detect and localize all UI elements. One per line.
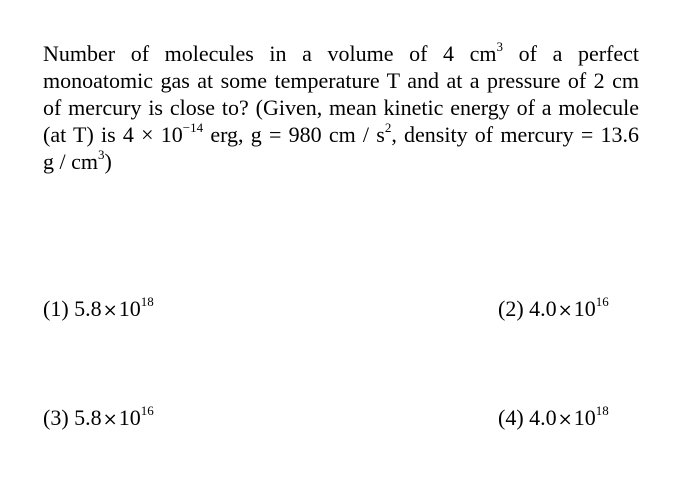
option-4[interactable] [498,404,609,433]
option-3-base: 10 [118,405,141,430]
question-line-5-text-end: ) [104,149,112,174]
times-sign: × [557,300,573,321]
question-line-4-text-end: , density of mercury = 13.6 [391,122,639,147]
option-1-base: 10 [118,296,141,321]
question-line-4 [43,121,639,148]
option-4-label: (4) 4.0 [498,405,557,430]
option-3-label: (3) 5.8 [43,405,102,430]
times-sign: × [557,409,573,430]
question-line-1 [43,40,639,67]
question-text [43,40,639,175]
superscript: 3 [98,146,105,162]
question-line-3: of mercury is close to? (Given, mean kinetic energy of a molecule [43,95,639,120]
option-2-label: (2) 4.0 [498,296,557,321]
option-1[interactable] [43,295,154,324]
question-line-4-text-mid: erg, g = 980 cm / s [203,122,385,147]
option-3-exponent: 16 [140,402,154,418]
question-line-1-text: Number of molecules in a volume of 4 cm [43,41,497,66]
question-line-1-text-end: of a perfect [503,41,639,66]
option-1-label: (1) 5.8 [43,296,102,321]
question-line-5 [43,148,639,175]
option-4-base: 10 [573,405,596,430]
superscript: 2 [384,119,392,135]
superscript: −14 [182,119,204,135]
question-line-2: monoatomic gas at some temperature T and at a pressure of 2 cm [43,68,639,93]
option-2-base: 10 [573,296,596,321]
option-3[interactable] [43,404,154,433]
question-line-5-text: g / cm [43,149,98,174]
option-2-exponent: 16 [595,293,609,309]
times-sign: × [102,300,118,321]
option-4-exponent: 18 [595,402,609,418]
option-1-exponent: 18 [140,293,154,309]
option-2[interactable] [498,295,609,324]
superscript: 3 [496,38,504,54]
question-line-4-text: (at T) is 4 × 10 [43,122,183,147]
times-sign: × [102,409,118,430]
